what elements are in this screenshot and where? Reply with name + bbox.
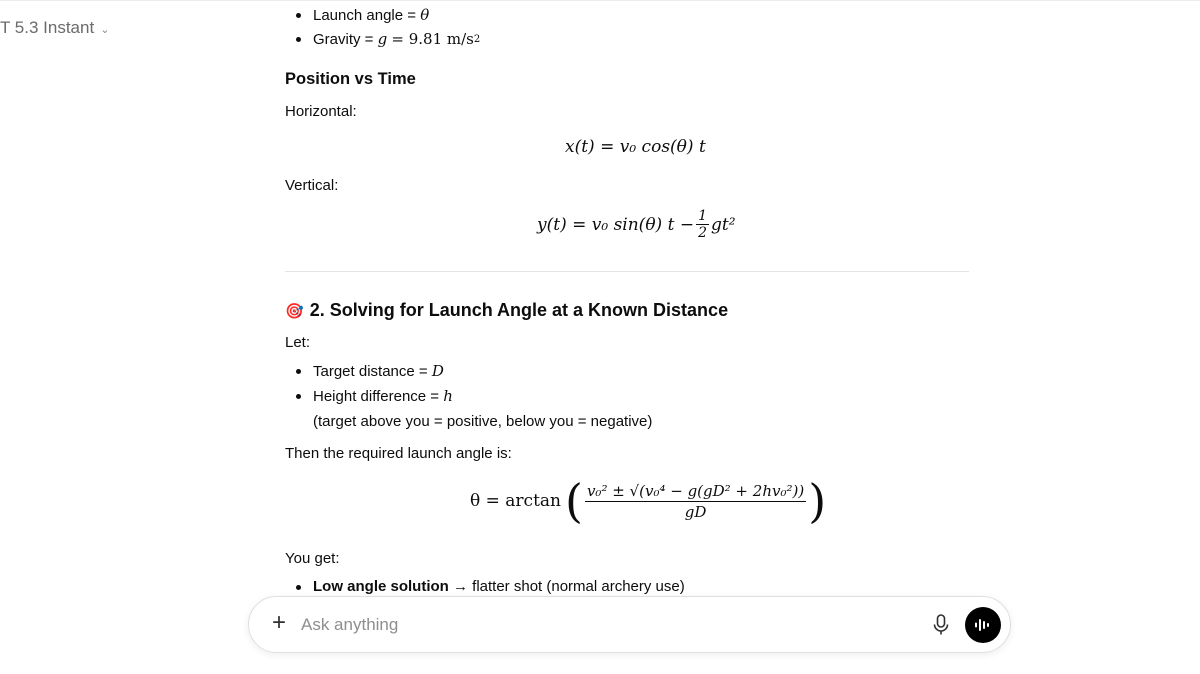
eq-rhs: gt² bbox=[711, 214, 736, 235]
bullet-low-angle bbox=[313, 578, 685, 595]
launch-angle-equation bbox=[470, 474, 827, 528]
solution-rest: → flatter shot (normal archery use) bbox=[448, 578, 685, 595]
frac-denominator: gD bbox=[585, 501, 806, 522]
bullet-label: Height difference = bbox=[313, 387, 440, 405]
prompt-input[interactable] bbox=[301, 611, 901, 639]
bullet-label: Launch angle = bbox=[313, 6, 417, 24]
bullet-height-difference bbox=[313, 387, 453, 405]
height-note: (target above you = positive, below you = negative) bbox=[313, 413, 653, 430]
vertical-equation bbox=[537, 208, 736, 241]
solution-bold: Low angle solution bbox=[313, 578, 449, 595]
section2-heading bbox=[285, 300, 728, 321]
left-paren: ( bbox=[565, 474, 583, 528]
model-selector[interactable] bbox=[0, 16, 109, 40]
section-divider bbox=[285, 271, 969, 272]
math-value: = 9.81 m/s bbox=[391, 30, 474, 48]
fraction-one-half bbox=[696, 208, 709, 241]
section2-title: 2. Solving for Launch Angle at a Known Distance bbox=[309, 300, 729, 320]
target-icon: 🎯 bbox=[285, 302, 304, 320]
math-superscript: 2 bbox=[473, 33, 481, 45]
vertical-label: Vertical: bbox=[285, 177, 339, 194]
voice-mode-button[interactable] bbox=[965, 607, 1001, 643]
bullet-launch-angle bbox=[313, 6, 429, 24]
microphone-icon[interactable] bbox=[931, 613, 951, 637]
section-heading: Position vs Time bbox=[285, 70, 416, 88]
let-label: Let: bbox=[285, 334, 311, 351]
bullet-target-distance bbox=[313, 362, 444, 380]
model-label: T 5.3 Instant bbox=[0, 18, 95, 37]
frac-denominator: 2 bbox=[698, 225, 707, 241]
bullet-gravity bbox=[313, 30, 480, 48]
frac-numerator: 1 bbox=[698, 208, 707, 224]
frac-numerator: v₀² ± √(v₀⁴ − g(gD² + 2hv₀²)) bbox=[586, 481, 805, 500]
bullet-label: Gravity = bbox=[313, 30, 374, 48]
top-divider bbox=[0, 0, 1200, 1]
arctan-fraction bbox=[585, 481, 806, 522]
math-symbol: θ bbox=[420, 6, 430, 24]
bullet-label: Target distance = bbox=[313, 362, 428, 380]
required-angle-text: Then the required launch angle is: bbox=[285, 445, 512, 462]
eq-lhs: θ = arctan bbox=[470, 491, 561, 511]
chevron-down-icon: ⌄ bbox=[100, 23, 110, 36]
plus-icon[interactable]: + bbox=[271, 609, 286, 636]
message-composer bbox=[248, 596, 1011, 653]
math-symbol: h bbox=[443, 387, 453, 405]
you-get-label: You get: bbox=[285, 550, 340, 567]
waveform-icon bbox=[974, 617, 992, 633]
horizontal-equation: x(t) = v₀ cos(θ) t bbox=[565, 137, 706, 157]
math-symbol: g bbox=[377, 30, 388, 48]
right-paren: ) bbox=[808, 474, 827, 528]
eq-lhs: y(t) = v₀ sin(θ) t − bbox=[537, 214, 695, 235]
math-symbol: D bbox=[431, 362, 444, 380]
horizontal-label: Horizontal: bbox=[285, 103, 357, 120]
